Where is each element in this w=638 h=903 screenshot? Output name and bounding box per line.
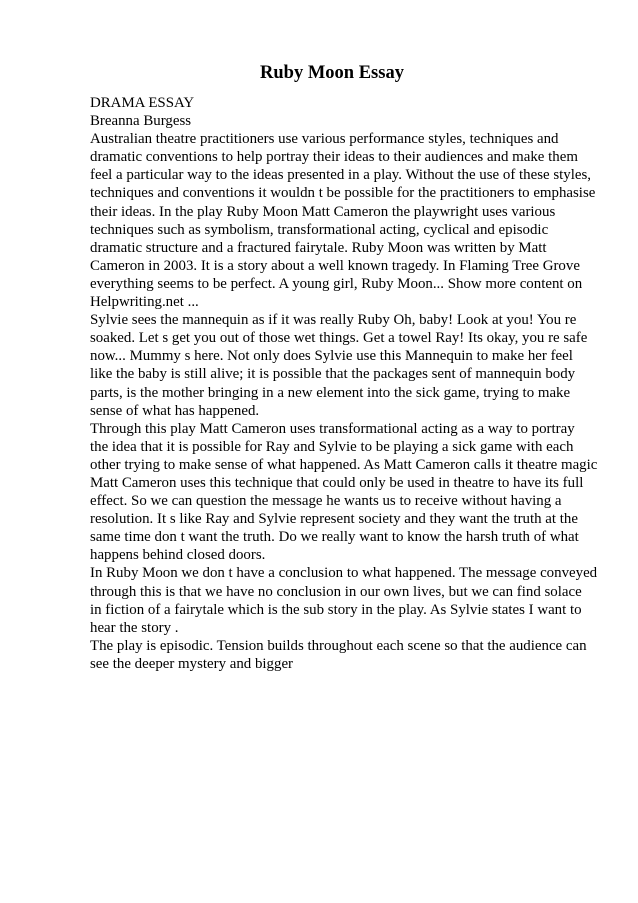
body-text-line: now... Mummy s here. Not only does Sylvie use this Mannequin to make her feel bbox=[90, 348, 573, 365]
body-text-line: Helpwriting.net ... bbox=[90, 294, 199, 311]
body-text-line: happens behind closed doors. bbox=[90, 547, 266, 564]
body-text-line: Through this play Matt Cameron uses transformational acting as a way to portray bbox=[90, 420, 575, 437]
body-text-line: everything seems to be perfect. A young girl, Ruby Moon... Show more content on bbox=[90, 275, 583, 292]
body-text-line: through this is that we have no conclusion in our own lives, but we can find solace bbox=[90, 583, 582, 600]
body-text-line: their ideas. In the play Ruby Moon Matt Cameron the playwright uses various bbox=[90, 203, 556, 220]
body-text-line: Cameron in 2003. It is a story about a well known tragedy. In Flaming Tree Grove bbox=[90, 257, 580, 274]
body-text-line: soaked. Let s get you out of those wet things. Get a towel Ray! Its okay, you re safe bbox=[90, 330, 588, 347]
body-text-line: DRAMA ESSAY bbox=[90, 95, 195, 111]
body-text-line: techniques and conventions it wouldn t be possible for the practitioners to emphasise bbox=[90, 185, 596, 202]
body-text-line: techniques such as symbolism, transformational acting, cyclical and episodic bbox=[90, 221, 549, 238]
body-text-line: same time don t want the truth. Do we really want to know the harsh truth of what bbox=[90, 529, 579, 546]
document-body bbox=[90, 94, 598, 673]
body-text-line: the idea that it is possible for Ray and Sylvie to be playing a sick game with each bbox=[90, 438, 574, 455]
body-text-line: In Ruby Moon we don t have a conclusion to what happened. The message conveyed bbox=[90, 565, 598, 582]
body-text-line: see the deeper mystery and bigger bbox=[90, 655, 294, 672]
body-text-line: other trying to make sense of what happened. As Matt Cameron calls it theatre magic bbox=[90, 456, 598, 473]
body-text-line: Australian theatre practitioners use various performance styles, techniques and bbox=[90, 131, 559, 148]
body-text-line: like the baby is still alive; it is possible that the packages sent of mannequin body bbox=[90, 366, 576, 383]
body-text-line: Breanna Burgess bbox=[90, 113, 192, 130]
body-text-line: Matt Cameron uses this technique that could only be used in theatre to have its full bbox=[90, 474, 584, 491]
body-text-line: resolution. It s like Ray and Sylvie represent society and they want the truth at the bbox=[90, 511, 578, 528]
body-text-line: in fiction of a fairytale which is the sub story in the play. As Sylvie states I want to bbox=[90, 601, 582, 618]
body-text-line: The play is episodic. Tension builds throughout each scene so that the audience can bbox=[90, 637, 587, 654]
body-text-line: parts, is the mother bringing in a new element into the sick game, trying to make bbox=[90, 384, 571, 401]
body-text-line: dramatic structure and a fractured fairytale. Ruby Moon was written by Matt bbox=[90, 239, 547, 256]
document-title: Ruby Moon Essay bbox=[260, 63, 404, 83]
body-text-line: dramatic conventions to help portray their ideas to their audiences and make them bbox=[90, 149, 578, 166]
body-text-line: Sylvie sees the mannequin as if it was really Ruby Oh, baby! Look at you! You re bbox=[90, 312, 577, 329]
body-text-line: effect. So we can question the message he wants us to receive without having a bbox=[90, 493, 562, 510]
body-text-line: feel a particular way to the ideas presented in a play. Without the use of these styles, bbox=[90, 167, 591, 184]
body-text-line: hear the story . bbox=[90, 619, 179, 636]
body-text-line: sense of what has happened. bbox=[90, 402, 260, 419]
